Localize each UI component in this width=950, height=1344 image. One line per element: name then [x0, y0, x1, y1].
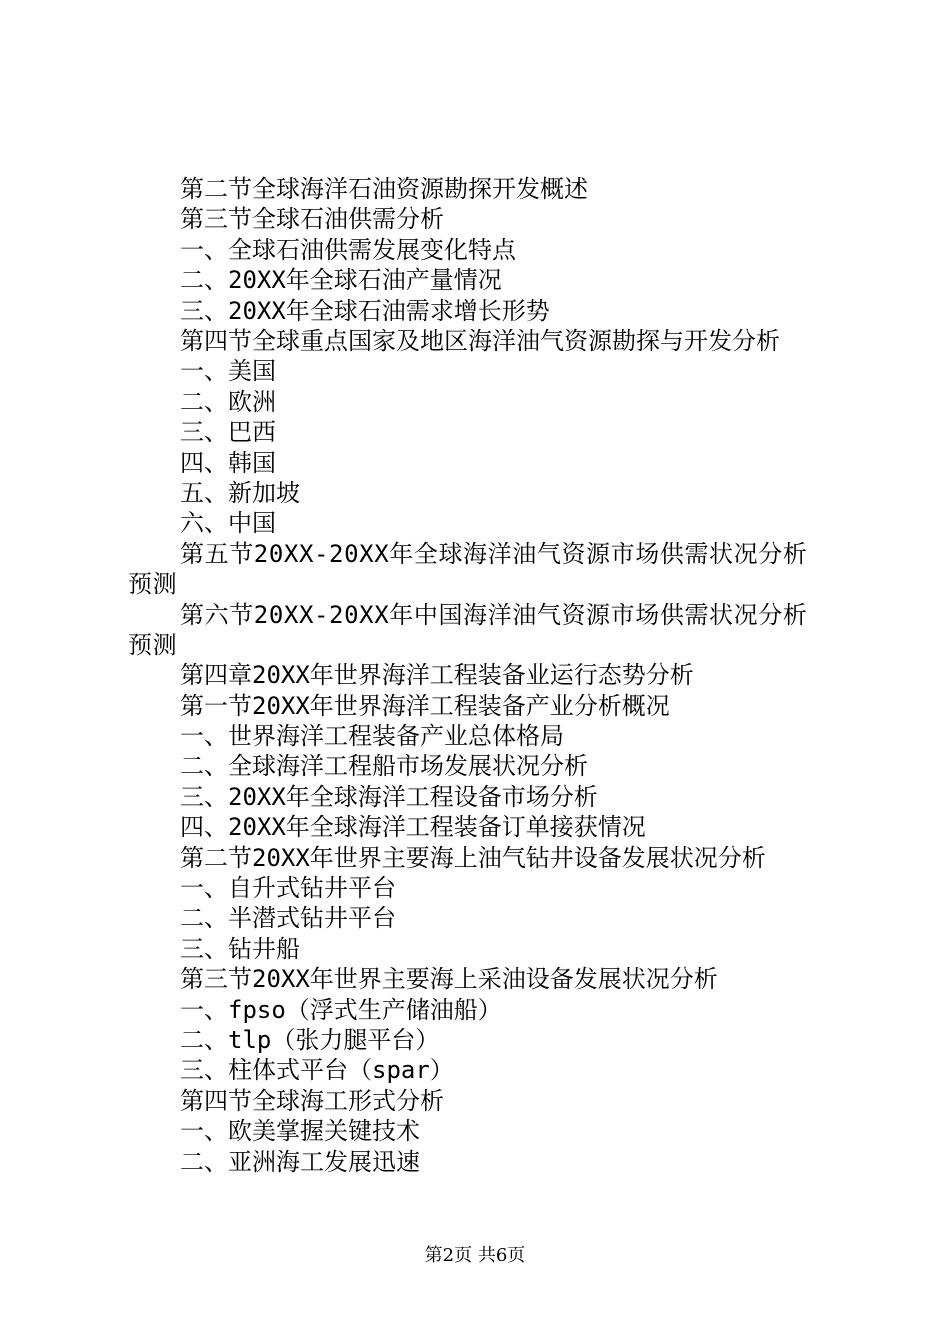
- heading-chapter-4: 第四章20XX年世界海洋工程装备业运行态势分析: [180, 661, 694, 690]
- heading-section-6: 第六节20XX-20XX年中国海洋油气资源市场供需状况分析预测: [128, 600, 808, 659]
- list-item: 一、自升式钻井平台: [180, 874, 396, 903]
- list-item: 三、柱体式平台（spar）: [180, 1056, 454, 1085]
- heading-section-1: 第一节20XX年世界海洋工程装备产业分析概况: [180, 691, 670, 720]
- heading-section-4: 第四节全球海工形式分析: [180, 1086, 444, 1115]
- list-item: 四、韩国: [180, 448, 276, 477]
- list-item: 六、中国: [180, 509, 276, 538]
- list-item: 五、新加坡: [180, 478, 300, 507]
- list-item: 三、巴西: [180, 418, 276, 447]
- list-item: 三、20XX年全球石油需求增长形势: [180, 296, 550, 325]
- page-footer: 第2页 共6页: [424, 1245, 526, 1266]
- heading-section-5: 第五节20XX-20XX年全球海洋油气资源市场供需状况分析预测: [128, 539, 808, 599]
- list-item: 四、20XX年全球海洋工程装备订单接获情况: [180, 813, 646, 842]
- heading-section-3: 第三节20XX年世界主要海上采油设备发展状况分析: [180, 965, 718, 994]
- list-item: 二、欧洲: [180, 387, 276, 416]
- list-item: 二、tlp（张力腿平台）: [180, 1026, 440, 1054]
- heading-section-2: 第二节20XX年世界主要海上油气钻井设备发展状况分析: [180, 843, 766, 872]
- heading-section-4: 第四节全球重点国家及地区海洋油气资源勘探与开发分析: [180, 326, 780, 355]
- list-item: 二、全球海洋工程船市场发展状况分析: [180, 752, 588, 781]
- list-item: 二、20XX年全球石油产量情况: [180, 266, 502, 295]
- list-item: 三、钻井船: [180, 934, 300, 963]
- list-item: 一、世界海洋工程装备产业总体格局: [180, 722, 564, 751]
- list-item: 一、欧美掌握关键技术: [180, 1117, 420, 1146]
- list-item: 一、美国: [180, 357, 276, 386]
- document-body: [0, 174, 950, 1177]
- heading-section-2: 第二节全球海洋石油资源勘探开发概述: [180, 175, 588, 203]
- list-item: 一、全球石油供需发展变化特点: [180, 235, 516, 264]
- list-item: 二、半潜式钻井平台: [180, 904, 396, 933]
- list-item: 二、亚洲海工发展迅速: [180, 1147, 420, 1176]
- list-item: 一、fpso（浮式生产储油船）: [180, 995, 502, 1024]
- heading-section-3: 第三节全球石油供需分析: [180, 205, 444, 234]
- list-item: 三、20XX年全球海洋工程设备市场分析: [180, 782, 598, 811]
